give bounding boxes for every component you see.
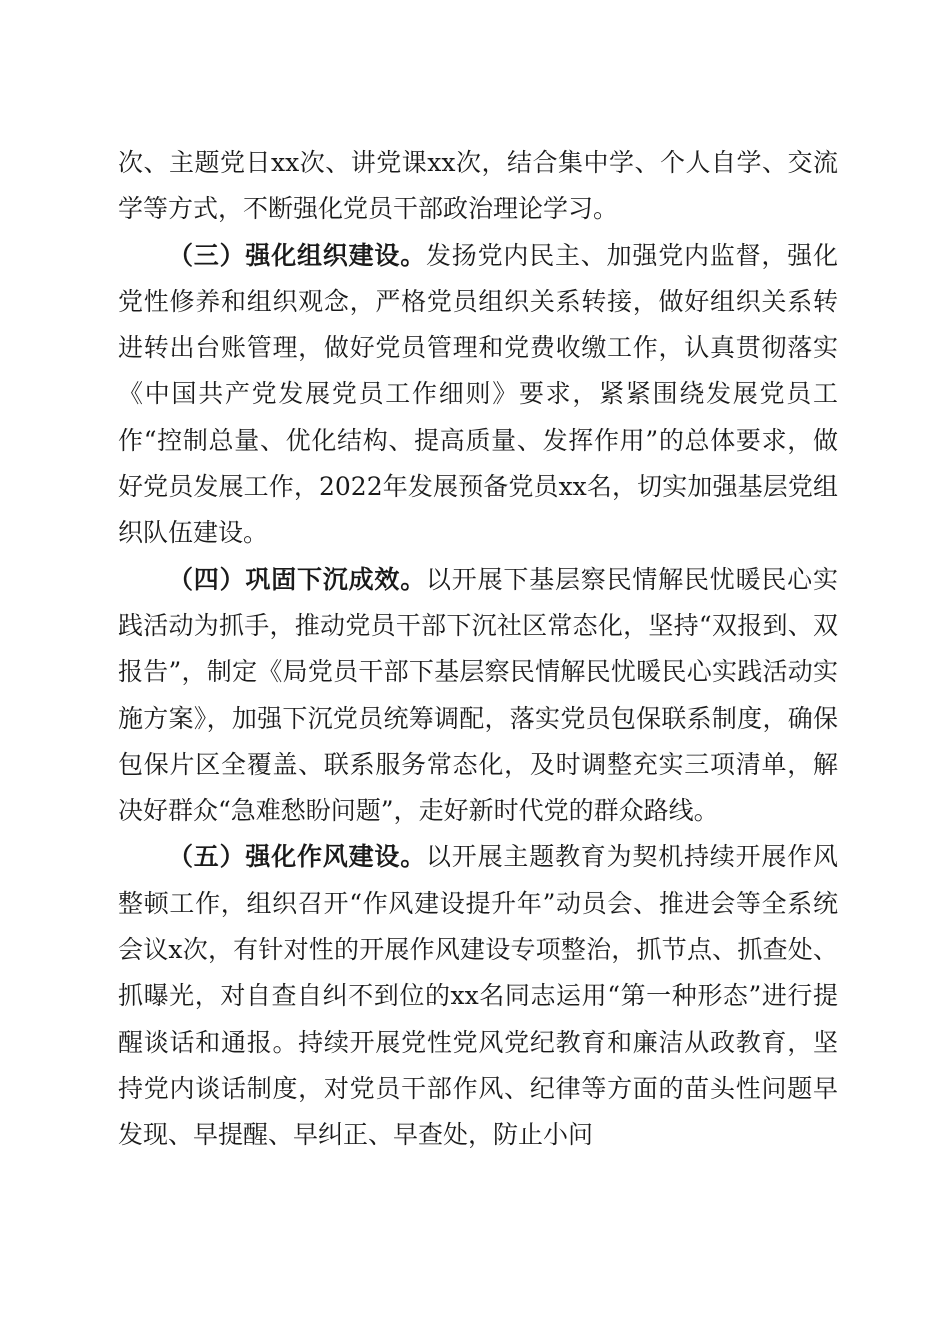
paragraph-study-continuation bbox=[118, 140, 838, 233]
section-heading-5: （五）强化作风建设。 bbox=[168, 842, 426, 872]
body-text bbox=[118, 140, 838, 1159]
section-heading-4: （四）巩固下沉成效。 bbox=[168, 564, 426, 594]
paragraph-organization-building bbox=[118, 233, 838, 557]
section-heading-3: （三）强化组织建设。 bbox=[168, 240, 426, 270]
paragraph-sinking-results bbox=[118, 557, 838, 835]
paragraph-text: 以开展下基层察民情解民忧暖民心实践活动为抓手，推动党员干部下沉社区常态化，坚持“双报到、双报告”，制定《局党员干部下基层察民情解民忧暖民心实践活动实施方案》，加强下沉党员统筹调配，落实党员包保联系制度，确保包保片区全覆盖、联系服务常态化，及时调整充实三项清单，解决好群众“急难愁盼问题”，走好新时代党的群众路线。 bbox=[118, 564, 838, 826]
paragraph-text: 发扬党内民主、加强党内监督，强化党性修养和组织观念，严格党员组织关系转接，做好组织关系转进转出台账管理，做好党员管理和党费收缴工作，认真贯彻落实《中国共产党发展党员工作细则》要求，紧紧围绕发展党员工作“控制总量、优化结构、提高质量、发挥作用”的总体要求，做好党员发展工作，2022年发展预备党员xx名，切实加强基层党组织队伍建设。 bbox=[118, 240, 838, 548]
paragraph-work-style-building bbox=[118, 834, 838, 1158]
paragraph-text: 次、主题党日xx次、讲党课xx次，结合集中学、个人自学、交流学等方式，不断强化党员干部政治理论学习。 bbox=[118, 148, 838, 224]
paragraph-text: 以开展主题教育为契机持续开展作风整顿工作，组织召开“作风建设提升年”动员会、推进会等全系统会议x次，有针对性的开展作风建设专项整治，抓节点、抓查处、抓曝光，对自查自纠不到位的xx名同志运用“第一种形态”进行提醒谈话和通报。持续开展党性党风党纪教育和廉洁从政教育，坚持党内谈话制度，对党员干部作风、纪律等方面的苗头性问题早发现、早提醒、早纠正、早查处，防止小问 bbox=[118, 842, 838, 1150]
